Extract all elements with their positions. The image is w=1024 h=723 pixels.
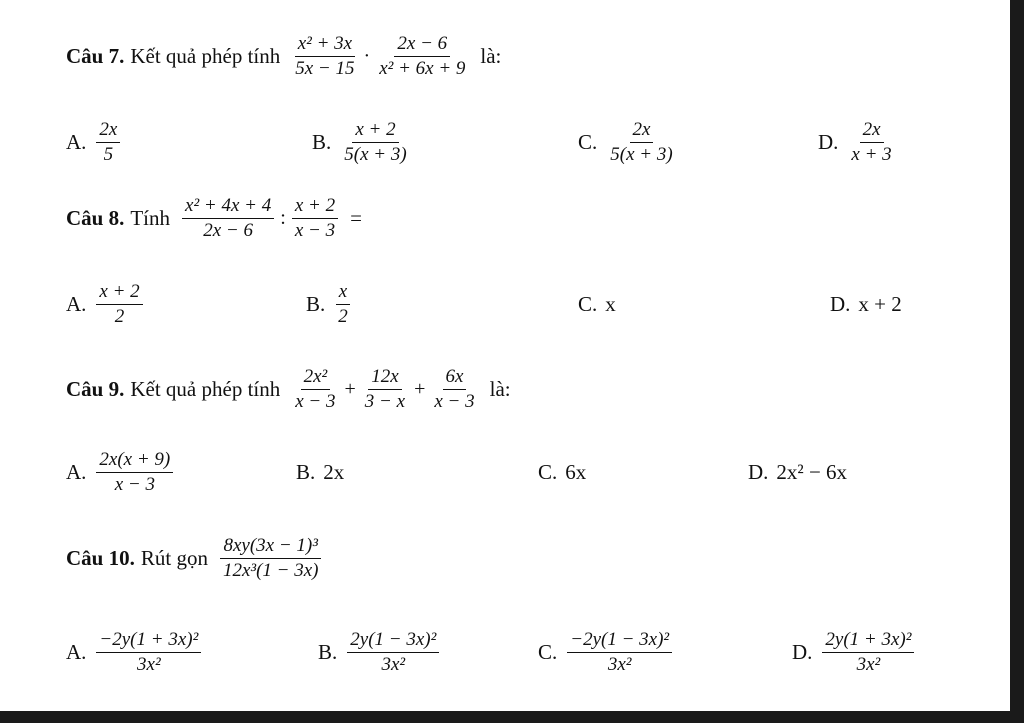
q7-option-a[interactable]: A. $\frac{2x}{5}$ [66,114,122,170]
question-10-text: Rút gọn [140,545,208,570]
q7-option-b[interactable]: B. $\frac{x + 2}{5(x + 3)}$ [312,118,407,165]
q9-option-a[interactable]: A. $\frac{2x(x + 9)}{x - 3}$ [66,444,175,500]
question-7: Câu 7. Kết quả phép tính $\frac{\text{x² + 3x}}{5x - 15}$ · $\frac{2x - 6}{\text{x² + 6x + 9}}$ là: [66,32,502,79]
q8-option-b[interactable]: B. $\frac{x}{2}$ [306,276,353,332]
q7-fraction-2: $\frac{2x - 6}{\text{x² + 6x + 9}}$ [379,32,466,79]
q8-option-c[interactable]: C. x [578,291,616,316]
q8-option-a[interactable]: A. $\frac{x + 2}{2}$ [66,276,145,332]
question-7-text: Kết quả phép tính [130,43,281,68]
question-7-title: Câu 7. [66,43,125,68]
q8-fraction-1: $\frac{\text{x² + 4x + 4}}{2x - 6}$ [182,194,274,243]
q7-fraction-1: $\frac{\text{x² + 3x}}{5x - 15}$ [295,32,355,79]
screen-frame-bottom [0,711,1024,723]
q9-option-d[interactable]: D. 2x² − 6x [748,459,848,484]
q10-option-a[interactable]: A. $\frac{\text{−2y(1 + 3x)²}}{\text{3x²}}$ [66,624,203,680]
q9-option-c[interactable]: C. 6x [538,459,587,484]
q7-option-d[interactable]: D. $\frac{2x}{x + 3}$ [818,118,892,165]
screen-frame-right [1010,0,1024,723]
q9-option-b[interactable]: B. 2x [296,459,345,484]
q10-fraction-1: $\frac{\text{8xy(3x − 1)³}}{\text{12x³(1 − 3x)}}$ [220,534,322,583]
q8-option-d[interactable]: D. x + 2 [830,291,902,316]
question-8: Câu 8. Tính $\frac{\text{x² + 4x + 4}}{2x - 6}$ : $\frac{x + 2}{x - 3}$ = [66,194,362,241]
question-8-title: Câu 8. [66,205,125,230]
q10-option-c[interactable]: C. $\frac{\text{−2y(1 − 3x)²}}{\text{3x²}}$ [538,624,674,680]
q10-option-d[interactable]: D. $\frac{\text{2y(1 + 3x)²}}{\text{3x²}}$ [792,624,916,680]
question-9-text: Kết quả phép tính [130,376,281,401]
q10-option-b[interactable]: B. $\frac{\text{2y(1 − 3x)²}}{\text{3x²}}$ [318,624,441,680]
question-10-title: Câu 10. [66,545,135,570]
q7-option-c[interactable]: C. $\frac{2x}{5(x + 3)}$ [578,118,673,165]
q8-fraction-2: $\frac{x + 2}{x - 3}$ [292,194,338,243]
q9-fraction-2: $\frac{12x}{3 - x}$ [364,365,406,412]
question-9: Câu 9. Kết quả phép tính $\frac{\text{2x²}}{x - 3}$ + $\frac{12x}{3 - x}$ + $\frac{6x}{x - 3}$ là: [66,365,511,412]
question-10 [66,532,324,584]
question-9-title: Câu 9. [66,376,125,401]
q9-fraction-3: $\frac{6x}{x - 3}$ [434,365,475,412]
question-8-text: Tính [130,205,171,230]
q9-fraction-1: $\frac{\text{2x²}}{x - 3}$ [295,365,336,412]
